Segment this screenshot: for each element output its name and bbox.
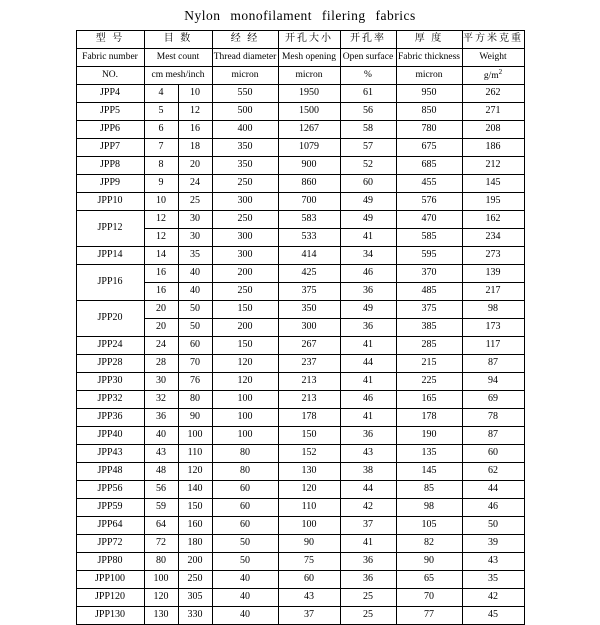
cell-fabric-thickness: 576 — [396, 193, 462, 211]
table-row — [76, 463, 524, 481]
cell-thread-diameter: 400 — [212, 121, 278, 139]
cell-model: JPP9 — [76, 175, 144, 193]
cell-mesh-opening: 60 — [278, 571, 340, 589]
header-cell-open-pct-cn: 开孔率 — [340, 31, 396, 49]
cell-mesh-cm: 28 — [144, 355, 178, 373]
cell-thread-diameter: 300 — [212, 229, 278, 247]
cell-mesh-inch: 25 — [178, 193, 212, 211]
cell-open-surface: 36 — [340, 427, 396, 445]
cell-thread-diameter: 100 — [212, 391, 278, 409]
cell-fabric-thickness: 850 — [396, 103, 462, 121]
cell-model: JPP30 — [76, 373, 144, 391]
cell-mesh-cm: 4 — [144, 85, 178, 103]
cell-model: JPP48 — [76, 463, 144, 481]
cell-weight: 234 — [462, 229, 524, 247]
table-row — [76, 229, 524, 247]
cell-fabric-thickness: 145 — [396, 463, 462, 481]
cell-open-surface: 34 — [340, 247, 396, 265]
cell-weight: 42 — [462, 589, 524, 607]
cell-open-surface: 41 — [340, 535, 396, 553]
cell-mesh-opening: 1950 — [278, 85, 340, 103]
cell-mesh-opening: 110 — [278, 499, 340, 517]
cell-open-surface: 38 — [340, 463, 396, 481]
cell-thread-diameter: 40 — [212, 607, 278, 625]
cell-mesh-inch: 16 — [178, 121, 212, 139]
cell-thread-diameter: 200 — [212, 265, 278, 283]
cell-model: JPP72 — [76, 535, 144, 553]
cell-weight: 43 — [462, 553, 524, 571]
cell-thread-diameter: 100 — [212, 427, 278, 445]
cell-mesh-inch: 18 — [178, 139, 212, 157]
cell-mesh-cm: 12 — [144, 211, 178, 229]
cell-fabric-thickness: 485 — [396, 283, 462, 301]
cell-fabric-thickness: 675 — [396, 139, 462, 157]
cell-mesh-inch: 50 — [178, 301, 212, 319]
header-cell-thread-unit: micron — [212, 67, 278, 85]
cell-open-surface: 36 — [340, 319, 396, 337]
header-row-units — [76, 67, 524, 85]
cell-open-surface: 42 — [340, 499, 396, 517]
cell-open-surface: 25 — [340, 607, 396, 625]
cell-fabric-thickness: 105 — [396, 517, 462, 535]
table-row — [76, 85, 524, 103]
cell-thread-diameter: 100 — [212, 409, 278, 427]
cell-open-surface: 25 — [340, 589, 396, 607]
cell-weight: 271 — [462, 103, 524, 121]
cell-open-surface: 36 — [340, 571, 396, 589]
cell-mesh-inch: 30 — [178, 211, 212, 229]
table-row — [76, 445, 524, 463]
cell-mesh-inch: 180 — [178, 535, 212, 553]
cell-thread-diameter: 250 — [212, 283, 278, 301]
cell-thread-diameter: 500 — [212, 103, 278, 121]
cell-mesh-cm: 72 — [144, 535, 178, 553]
cell-open-surface: 46 — [340, 391, 396, 409]
cell-mesh-inch: 110 — [178, 445, 212, 463]
cell-mesh-inch: 305 — [178, 589, 212, 607]
table-row — [76, 517, 524, 535]
table-row — [76, 355, 524, 373]
table-row — [76, 499, 524, 517]
cell-fabric-thickness: 375 — [396, 301, 462, 319]
cell-thread-diameter: 50 — [212, 535, 278, 553]
cell-mesh-opening: 120 — [278, 481, 340, 499]
cell-mesh-cm: 10 — [144, 193, 178, 211]
cell-mesh-cm: 43 — [144, 445, 178, 463]
cell-mesh-inch: 70 — [178, 355, 212, 373]
cell-model: JPP12 — [76, 211, 144, 247]
cell-weight: 139 — [462, 265, 524, 283]
cell-mesh-opening: 583 — [278, 211, 340, 229]
cell-open-surface: 44 — [340, 481, 396, 499]
cell-mesh-cm: 20 — [144, 301, 178, 319]
cell-weight: 217 — [462, 283, 524, 301]
cell-fabric-thickness: 98 — [396, 499, 462, 517]
cell-mesh-opening: 43 — [278, 589, 340, 607]
cell-thread-diameter: 60 — [212, 481, 278, 499]
cell-model: JPP24 — [76, 337, 144, 355]
cell-model: JPP40 — [76, 427, 144, 445]
cell-fabric-thickness: 950 — [396, 85, 462, 103]
cell-fabric-thickness: 85 — [396, 481, 462, 499]
cell-mesh-inch: 100 — [178, 427, 212, 445]
cell-mesh-cm: 80 — [144, 553, 178, 571]
header-cell-mesh-cn: 目 数 — [144, 31, 212, 49]
cell-open-surface: 56 — [340, 103, 396, 121]
cell-open-surface: 58 — [340, 121, 396, 139]
cell-model: JPP14 — [76, 247, 144, 265]
cell-weight: 45 — [462, 607, 524, 625]
cell-model: JPP8 — [76, 157, 144, 175]
table-row — [76, 283, 524, 301]
header-cell-thickness-cn: 厚 度 — [396, 31, 462, 49]
cell-weight: 44 — [462, 481, 524, 499]
cell-mesh-inch: 76 — [178, 373, 212, 391]
cell-weight: 35 — [462, 571, 524, 589]
cell-weight: 186 — [462, 139, 524, 157]
cell-open-surface: 49 — [340, 211, 396, 229]
cell-weight: 62 — [462, 463, 524, 481]
cell-thread-diameter: 300 — [212, 193, 278, 211]
cell-fabric-thickness: 370 — [396, 265, 462, 283]
header-cell-thread-en: Thread diameter — [212, 49, 278, 67]
cell-fabric-thickness: 285 — [396, 337, 462, 355]
cell-open-surface: 43 — [340, 445, 396, 463]
cell-model: JPP4 — [76, 85, 144, 103]
cell-mesh-cm: 120 — [144, 589, 178, 607]
table-row — [76, 409, 524, 427]
cell-model: JPP16 — [76, 265, 144, 301]
header-row-cn — [76, 31, 524, 49]
cell-fabric-thickness: 165 — [396, 391, 462, 409]
cell-mesh-inch: 40 — [178, 283, 212, 301]
cell-thread-diameter: 120 — [212, 355, 278, 373]
header-cell-opening-cn: 开孔大小 — [278, 31, 340, 49]
cell-fabric-thickness: 135 — [396, 445, 462, 463]
cell-thread-diameter: 40 — [212, 589, 278, 607]
table-row — [76, 481, 524, 499]
cell-fabric-thickness: 685 — [396, 157, 462, 175]
cell-open-surface: 61 — [340, 85, 396, 103]
cell-mesh-opening: 213 — [278, 373, 340, 391]
cell-open-surface: 44 — [340, 355, 396, 373]
cell-weight: 87 — [462, 355, 524, 373]
cell-model: JPP6 — [76, 121, 144, 139]
cell-mesh-inch: 10 — [178, 85, 212, 103]
header-row-en — [76, 49, 524, 67]
cell-mesh-opening: 75 — [278, 553, 340, 571]
table-row — [76, 319, 524, 337]
cell-mesh-inch: 150 — [178, 499, 212, 517]
cell-thread-diameter: 120 — [212, 373, 278, 391]
cell-weight: 117 — [462, 337, 524, 355]
cell-mesh-opening: 860 — [278, 175, 340, 193]
cell-open-surface: 49 — [340, 301, 396, 319]
cell-mesh-cm: 40 — [144, 427, 178, 445]
cell-weight: 273 — [462, 247, 524, 265]
table-row — [76, 337, 524, 355]
cell-weight: 162 — [462, 211, 524, 229]
cell-weight: 50 — [462, 517, 524, 535]
header-cell-thread-cn: 经 经 — [212, 31, 278, 49]
cell-mesh-cm: 9 — [144, 175, 178, 193]
cell-mesh-cm: 20 — [144, 319, 178, 337]
cell-fabric-thickness: 82 — [396, 535, 462, 553]
cell-model: JPP120 — [76, 589, 144, 607]
cell-mesh-inch: 90 — [178, 409, 212, 427]
cell-weight: 60 — [462, 445, 524, 463]
cell-model: JPP80 — [76, 553, 144, 571]
cell-mesh-cm: 100 — [144, 571, 178, 589]
cell-fabric-thickness: 215 — [396, 355, 462, 373]
header-cell-weight-unit — [462, 67, 524, 85]
cell-mesh-opening: 350 — [278, 301, 340, 319]
cell-open-surface: 36 — [340, 283, 396, 301]
cell-weight: 46 — [462, 499, 524, 517]
cell-mesh-inch: 200 — [178, 553, 212, 571]
cell-open-surface: 57 — [340, 139, 396, 157]
cell-mesh-inch: 140 — [178, 481, 212, 499]
cell-thread-diameter: 60 — [212, 517, 278, 535]
cell-mesh-opening: 1079 — [278, 139, 340, 157]
cell-thread-diameter: 50 — [212, 553, 278, 571]
cell-model: JPP100 — [76, 571, 144, 589]
table-header — [76, 31, 524, 85]
header-cell-mesh-en: Mest count — [144, 49, 212, 67]
cell-mesh-cm: 6 — [144, 121, 178, 139]
cell-mesh-cm: 7 — [144, 139, 178, 157]
cell-fabric-thickness: 225 — [396, 373, 462, 391]
header-cell-opening-unit: micron — [278, 67, 340, 85]
cell-mesh-opening: 150 — [278, 427, 340, 445]
cell-open-surface: 41 — [340, 373, 396, 391]
cell-open-surface: 41 — [340, 229, 396, 247]
cell-mesh-inch: 35 — [178, 247, 212, 265]
page-title: Nylon monofilament filering fabrics — [184, 8, 416, 23]
cell-mesh-cm: 16 — [144, 265, 178, 283]
cell-mesh-opening: 237 — [278, 355, 340, 373]
cell-open-surface: 37 — [340, 517, 396, 535]
header-cell-thickness-unit: micron — [396, 67, 462, 85]
cell-mesh-cm: 36 — [144, 409, 178, 427]
cell-thread-diameter: 80 — [212, 463, 278, 481]
cell-mesh-opening: 900 — [278, 157, 340, 175]
cell-open-surface: 36 — [340, 553, 396, 571]
cell-model: JPP7 — [76, 139, 144, 157]
cell-weight: 69 — [462, 391, 524, 409]
cell-fabric-thickness: 455 — [396, 175, 462, 193]
weight-unit-text: g/m — [483, 71, 499, 82]
cell-thread-diameter: 350 — [212, 139, 278, 157]
cell-mesh-opening: 375 — [278, 283, 340, 301]
table-row — [76, 157, 524, 175]
cell-mesh-opening: 130 — [278, 463, 340, 481]
cell-mesh-inch: 40 — [178, 265, 212, 283]
header-cell-weight-en: Weight — [462, 49, 524, 67]
table-row — [76, 211, 524, 229]
cell-fabric-thickness: 595 — [396, 247, 462, 265]
cell-mesh-opening: 178 — [278, 409, 340, 427]
table-row — [76, 193, 524, 211]
cell-mesh-opening: 1267 — [278, 121, 340, 139]
table-row — [76, 607, 524, 625]
cell-fabric-thickness: 470 — [396, 211, 462, 229]
cell-mesh-opening: 37 — [278, 607, 340, 625]
cell-mesh-inch: 30 — [178, 229, 212, 247]
cell-weight: 173 — [462, 319, 524, 337]
cell-mesh-opening: 300 — [278, 319, 340, 337]
cell-mesh-cm: 56 — [144, 481, 178, 499]
cell-mesh-cm: 5 — [144, 103, 178, 121]
table-row — [76, 391, 524, 409]
cell-mesh-opening: 414 — [278, 247, 340, 265]
table-body — [76, 85, 524, 625]
cell-open-surface: 41 — [340, 337, 396, 355]
cell-model: JPP43 — [76, 445, 144, 463]
cell-model: JPP64 — [76, 517, 144, 535]
cell-mesh-inch: 20 — [178, 157, 212, 175]
cell-thread-diameter: 250 — [212, 211, 278, 229]
cell-model: JPP59 — [76, 499, 144, 517]
table-row — [76, 247, 524, 265]
header-cell-open-pct-unit: % — [340, 67, 396, 85]
cell-open-surface: 52 — [340, 157, 396, 175]
cell-mesh-inch: 120 — [178, 463, 212, 481]
weight-unit-exponent: 2 — [498, 67, 503, 76]
cell-mesh-cm: 30 — [144, 373, 178, 391]
cell-mesh-inch: 250 — [178, 571, 212, 589]
cell-mesh-cm: 24 — [144, 337, 178, 355]
cell-fabric-thickness: 90 — [396, 553, 462, 571]
cell-mesh-cm: 8 — [144, 157, 178, 175]
table-row — [76, 139, 524, 157]
table-row — [76, 427, 524, 445]
table-row — [76, 571, 524, 589]
cell-model: JPP5 — [76, 103, 144, 121]
header-cell-weight-cn: 平方米克重 — [462, 31, 524, 49]
table-row — [76, 373, 524, 391]
cell-model: JPP10 — [76, 193, 144, 211]
cell-open-surface: 46 — [340, 265, 396, 283]
cell-weight: 145 — [462, 175, 524, 193]
cell-thread-diameter: 80 — [212, 445, 278, 463]
cell-fabric-thickness: 780 — [396, 121, 462, 139]
table-row — [76, 121, 524, 139]
cell-thread-diameter: 60 — [212, 499, 278, 517]
specification-table — [76, 30, 525, 625]
cell-weight: 94 — [462, 373, 524, 391]
table-row — [76, 265, 524, 283]
cell-mesh-opening: 700 — [278, 193, 340, 211]
cell-model: JPP56 — [76, 481, 144, 499]
cell-mesh-opening: 1500 — [278, 103, 340, 121]
cell-thread-diameter: 200 — [212, 319, 278, 337]
cell-mesh-cm: 32 — [144, 391, 178, 409]
cell-thread-diameter: 150 — [212, 337, 278, 355]
header-cell-mesh-unit: cm mesh/inch — [144, 67, 212, 85]
cell-model: JPP36 — [76, 409, 144, 427]
cell-open-surface: 60 — [340, 175, 396, 193]
cell-fabric-thickness: 190 — [396, 427, 462, 445]
header-cell-model-cn: 型 号 — [76, 31, 144, 49]
cell-weight: 39 — [462, 535, 524, 553]
cell-weight: 78 — [462, 409, 524, 427]
cell-fabric-thickness: 385 — [396, 319, 462, 337]
header-cell-model-unit: NO. — [76, 67, 144, 85]
cell-mesh-opening: 425 — [278, 265, 340, 283]
cell-fabric-thickness: 585 — [396, 229, 462, 247]
cell-mesh-opening: 152 — [278, 445, 340, 463]
cell-thread-diameter: 150 — [212, 301, 278, 319]
cell-thread-diameter: 250 — [212, 175, 278, 193]
header-cell-thickness-en: Fabric thickness — [396, 49, 462, 67]
cell-weight: 208 — [462, 121, 524, 139]
cell-open-surface: 49 — [340, 193, 396, 211]
cell-weight: 195 — [462, 193, 524, 211]
header-cell-open-pct-en: Open surface — [340, 49, 396, 67]
cell-mesh-inch: 330 — [178, 607, 212, 625]
cell-model: JPP130 — [76, 607, 144, 625]
cell-weight: 87 — [462, 427, 524, 445]
cell-fabric-thickness: 178 — [396, 409, 462, 427]
header-cell-opening-en: Mesh opening — [278, 49, 340, 67]
cell-mesh-opening: 267 — [278, 337, 340, 355]
cell-mesh-opening: 213 — [278, 391, 340, 409]
table-row — [76, 589, 524, 607]
cell-thread-diameter: 550 — [212, 85, 278, 103]
cell-fabric-thickness: 70 — [396, 589, 462, 607]
cell-mesh-inch: 80 — [178, 391, 212, 409]
cell-mesh-cm: 14 — [144, 247, 178, 265]
cell-mesh-cm: 12 — [144, 229, 178, 247]
cell-mesh-cm: 16 — [144, 283, 178, 301]
cell-open-surface: 41 — [340, 409, 396, 427]
cell-model: JPP20 — [76, 301, 144, 337]
cell-model: JPP28 — [76, 355, 144, 373]
cell-mesh-opening: 533 — [278, 229, 340, 247]
cell-fabric-thickness: 77 — [396, 607, 462, 625]
cell-mesh-inch: 12 — [178, 103, 212, 121]
cell-mesh-inch: 160 — [178, 517, 212, 535]
table-row — [76, 175, 524, 193]
cell-thread-diameter: 350 — [212, 157, 278, 175]
table-row — [76, 553, 524, 571]
cell-thread-diameter: 300 — [212, 247, 278, 265]
cell-mesh-inch: 24 — [178, 175, 212, 193]
cell-fabric-thickness: 65 — [396, 571, 462, 589]
cell-mesh-cm: 130 — [144, 607, 178, 625]
table-row — [76, 103, 524, 121]
cell-mesh-cm: 64 — [144, 517, 178, 535]
table-row — [76, 535, 524, 553]
table-row — [76, 301, 524, 319]
cell-weight: 262 — [462, 85, 524, 103]
cell-thread-diameter: 40 — [212, 571, 278, 589]
cell-mesh-inch: 60 — [178, 337, 212, 355]
header-cell-model-en: Fabric number — [76, 49, 144, 67]
cell-weight: 98 — [462, 301, 524, 319]
cell-mesh-inch: 50 — [178, 319, 212, 337]
cell-mesh-cm: 48 — [144, 463, 178, 481]
cell-mesh-cm: 59 — [144, 499, 178, 517]
cell-mesh-opening: 90 — [278, 535, 340, 553]
cell-mesh-opening: 100 — [278, 517, 340, 535]
cell-model: JPP32 — [76, 391, 144, 409]
cell-weight: 212 — [462, 157, 524, 175]
